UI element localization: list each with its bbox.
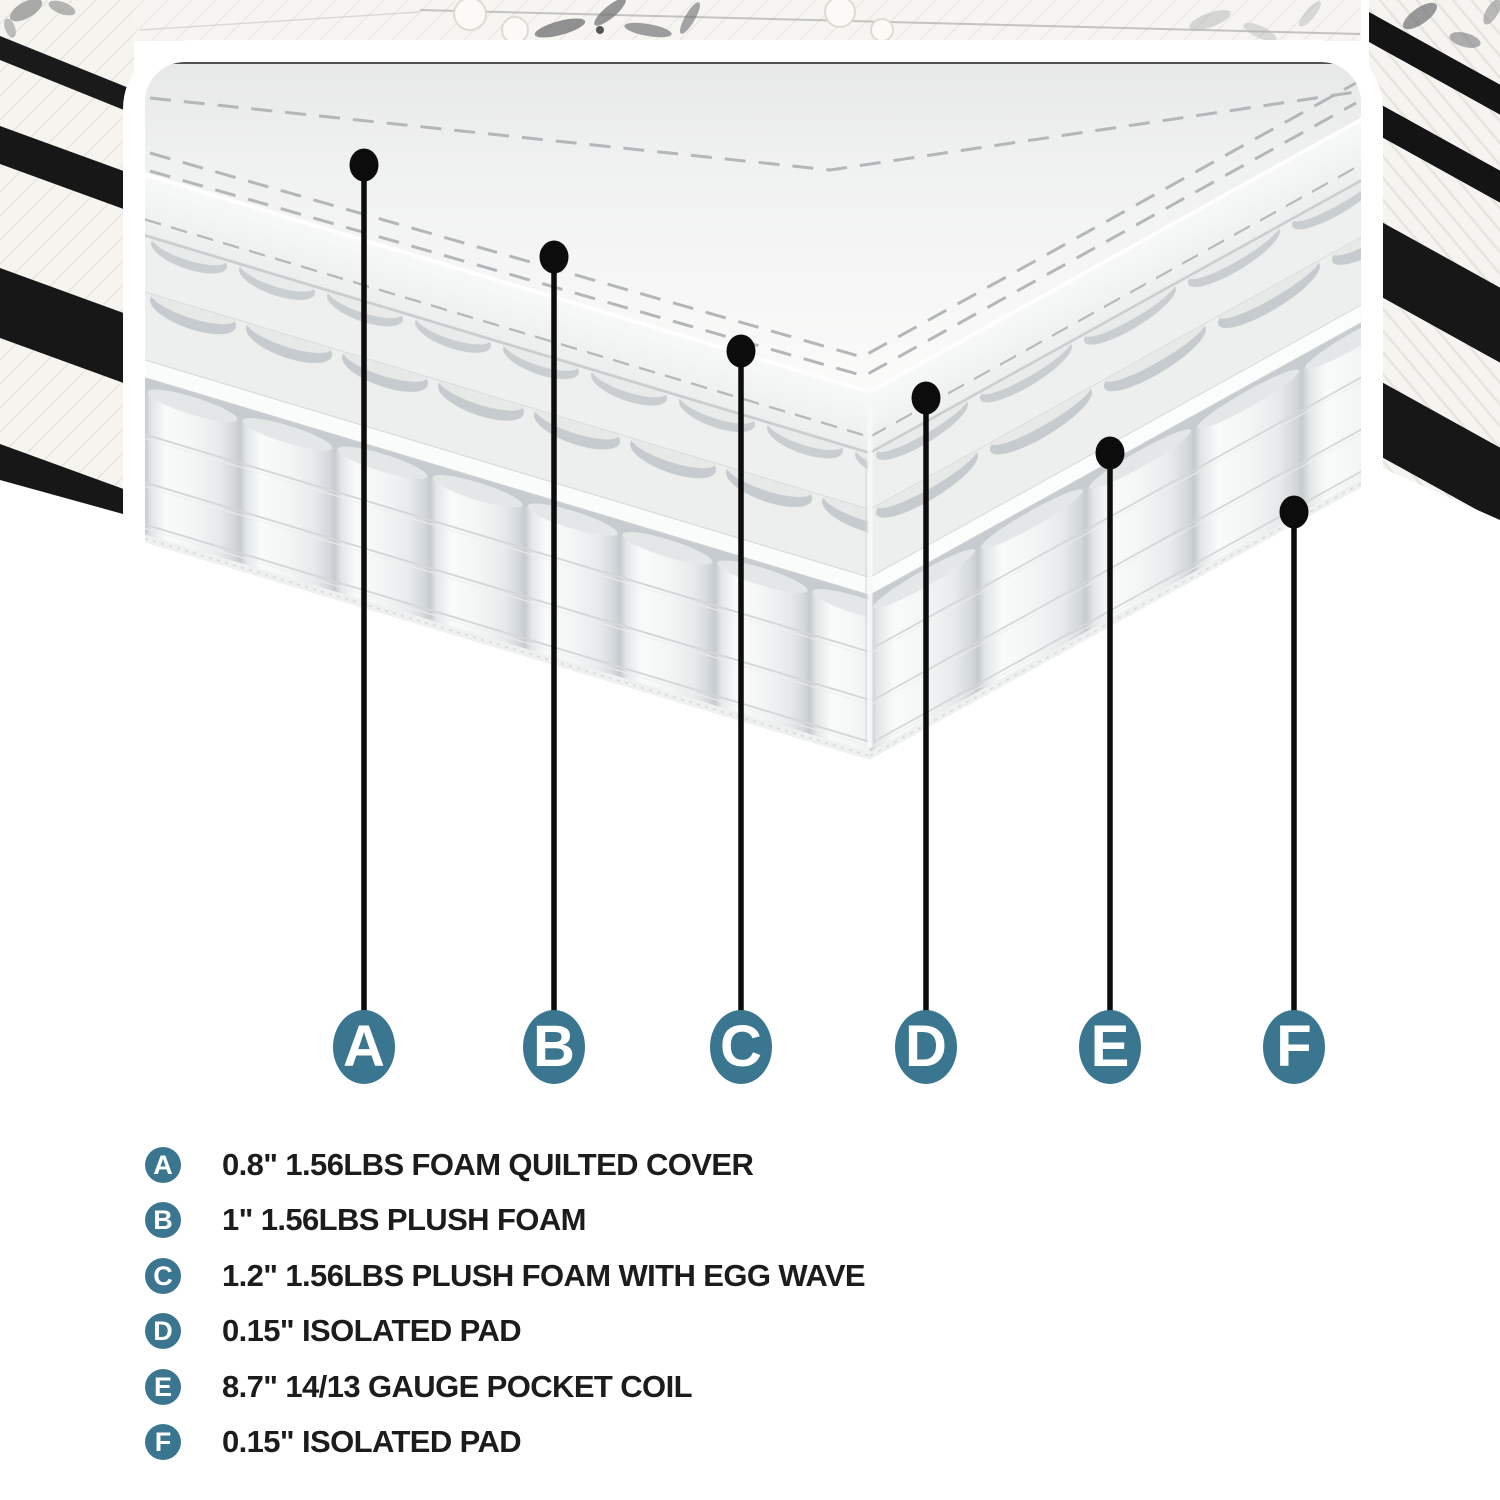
legend-badge-d: D (145, 1313, 181, 1349)
legend-row-c (145, 1254, 865, 1298)
legend-row-d (145, 1309, 521, 1353)
legend-row-a (145, 1143, 753, 1187)
legend-row-b (145, 1198, 586, 1242)
legend-text-a: 0.8" 1.56LBS FOAM QUILTED COVER (222, 1147, 754, 1182)
callout-dot-b (540, 241, 569, 274)
callout-badge-e: E (1079, 1010, 1141, 1084)
callout-badge-f: F (1263, 1010, 1325, 1084)
photo-top-quilted-strip (134, 0, 1361, 45)
callout-dot-c (727, 335, 756, 368)
photo-left-striped-corner (0, 0, 140, 563)
legend-text-f: 0.15" ISOLATED PAD (222, 1424, 522, 1459)
callout-badge-a: A (333, 1010, 395, 1084)
callout-dot-f (1280, 496, 1309, 529)
legend-badge-a: A (145, 1147, 181, 1183)
legend-text-b: 1" 1.56LBS PLUSH FOAM (222, 1202, 586, 1237)
callout-badge-b: B (523, 1010, 585, 1084)
legend-text-e: 8.7" 14/13 GAUGE POCKET COIL (222, 1369, 692, 1404)
callout-badge-c: C (710, 1010, 772, 1084)
legend-row-f (145, 1420, 521, 1464)
legend-badge-e: E (145, 1369, 181, 1405)
cutaway-render (145, 63, 1362, 760)
legend-text-c: 1.2" 1.56LBS PLUSH FOAM WITH EGG WAVE (222, 1258, 866, 1293)
callout-dot-d (912, 382, 941, 415)
legend-badge-c: C (145, 1258, 181, 1294)
legend-badge-f: F (145, 1424, 181, 1460)
callout-dot-e (1096, 437, 1125, 470)
legend-row-e (145, 1365, 692, 1409)
legend-badge-b: B (145, 1202, 181, 1238)
callout-dot-a (350, 149, 379, 182)
callout-badge-d: D (895, 1010, 957, 1084)
photo-right-striped-corner (1369, 0, 1500, 523)
legend-text-d: 0.15" ISOLATED PAD (222, 1313, 522, 1348)
